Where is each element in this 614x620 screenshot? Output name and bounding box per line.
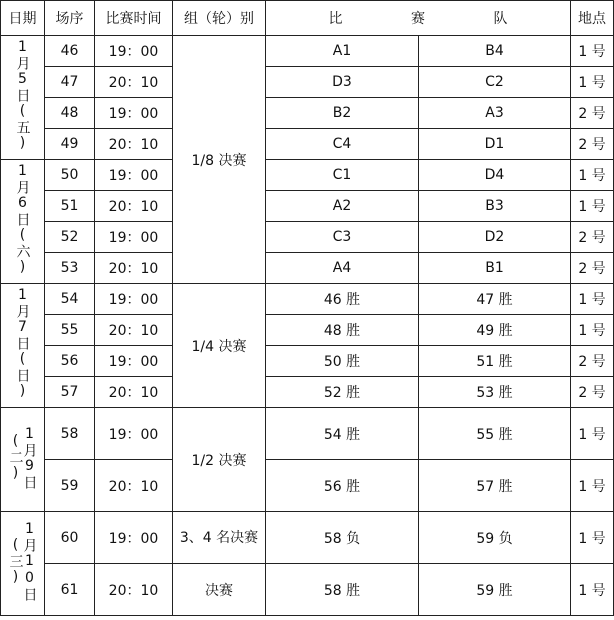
table-row xyxy=(1,512,614,564)
home-team-cell: 58 负 xyxy=(266,512,419,564)
seq-cell: 59 xyxy=(45,460,95,512)
venue-cell: 1 号 xyxy=(571,564,614,616)
venue-cell: 2 号 xyxy=(571,129,614,160)
group-cell: 决赛 xyxy=(173,564,266,616)
header-row xyxy=(1,1,614,36)
home-team-cell: C1 xyxy=(266,160,419,191)
home-team-cell: 56 胜 xyxy=(266,460,419,512)
table-row xyxy=(1,191,614,222)
seq-cell: 54 xyxy=(45,284,95,315)
header-match xyxy=(266,1,571,36)
group-cell xyxy=(173,512,266,564)
home-team-cell: C3 xyxy=(266,222,419,253)
table-row xyxy=(1,460,614,512)
away-team-cell: B4 xyxy=(419,36,571,67)
time-cell: 19：00 xyxy=(95,512,173,564)
table-row xyxy=(1,346,614,377)
away-team-cell: A3 xyxy=(419,98,571,129)
seq-cell: 56 xyxy=(45,346,95,377)
seq-cell: 60 xyxy=(45,512,95,564)
venue-cell: 2 号 xyxy=(571,377,614,408)
away-team-cell: 55 胜 xyxy=(419,408,571,460)
time-cell: 20：10 xyxy=(95,191,173,222)
time-cell: 20：10 xyxy=(95,67,173,98)
away-team-cell: 59 胜 xyxy=(419,564,571,616)
venue-cell: 1 号 xyxy=(571,512,614,564)
home-team-cell: 54 胜 xyxy=(266,408,419,460)
venue-cell: 1 号 xyxy=(571,460,614,512)
date-cell: 1月5日(五) xyxy=(1,36,45,160)
header-date: 日期 xyxy=(1,1,45,36)
venue-cell: 1 号 xyxy=(571,36,614,67)
seq-cell: 55 xyxy=(45,315,95,346)
header-match-char: 比 xyxy=(328,11,343,27)
time-cell: 19：00 xyxy=(95,98,173,129)
away-team-cell: B1 xyxy=(419,253,571,284)
group-cell: 1/2 决赛 xyxy=(173,408,266,512)
seq-cell: 58 xyxy=(45,408,95,460)
table-row xyxy=(1,564,614,616)
time-cell: 19：00 xyxy=(95,284,173,315)
seq-cell: 52 xyxy=(45,222,95,253)
date-cell: 1月10日(三) xyxy=(1,512,45,616)
away-team-cell: D1 xyxy=(419,129,571,160)
date-cell: 1月7日(日) xyxy=(1,284,45,408)
away-team-cell: C2 xyxy=(419,67,571,98)
venue-cell: 2 号 xyxy=(571,346,614,377)
table-row xyxy=(1,284,614,315)
time-cell: 20：10 xyxy=(95,564,173,616)
venue-cell: 1 号 xyxy=(571,67,614,98)
time-cell: 19：00 xyxy=(95,346,173,377)
home-team-cell: 48 胜 xyxy=(266,315,419,346)
away-team-cell: D4 xyxy=(419,160,571,191)
home-team-cell: B2 xyxy=(266,98,419,129)
time-cell: 19：00 xyxy=(95,408,173,460)
time-cell: 20：10 xyxy=(95,315,173,346)
table-row xyxy=(1,129,614,160)
away-team-cell: 57 胜 xyxy=(419,460,571,512)
header-match-char: 队 xyxy=(493,11,508,27)
seq-cell: 49 xyxy=(45,129,95,160)
group-label: 3、4 名决赛 xyxy=(179,529,259,546)
table-row xyxy=(1,222,614,253)
seq-cell: 47 xyxy=(45,67,95,98)
table-row xyxy=(1,377,614,408)
home-team-cell: A2 xyxy=(266,191,419,222)
table-row xyxy=(1,160,614,191)
venue-cell: 1 号 xyxy=(571,191,614,222)
home-team-cell: A1 xyxy=(266,36,419,67)
seq-cell: 53 xyxy=(45,253,95,284)
away-team-cell: B3 xyxy=(419,191,571,222)
home-team-cell: 46 胜 xyxy=(266,284,419,315)
seq-cell: 46 xyxy=(45,36,95,67)
date-cell: 1月6日(六) xyxy=(1,160,45,284)
time-cell: 19：00 xyxy=(95,160,173,191)
date-cell: 1月9日(二) xyxy=(1,408,45,512)
header-seq: 场序 xyxy=(45,1,95,36)
venue-cell: 1 号 xyxy=(571,160,614,191)
away-team-cell: 51 胜 xyxy=(419,346,571,377)
header-venue: 地点 xyxy=(571,1,614,36)
venue-cell: 2 号 xyxy=(571,222,614,253)
table-row xyxy=(1,67,614,98)
header-match-char: 赛 xyxy=(411,11,425,27)
venue-cell: 2 号 xyxy=(571,253,614,284)
time-cell: 20：10 xyxy=(95,377,173,408)
header-time: 比赛时间 xyxy=(95,1,173,36)
table-row xyxy=(1,36,614,67)
time-cell: 20：10 xyxy=(95,460,173,512)
home-team-cell: 58 胜 xyxy=(266,564,419,616)
away-team-cell: 49 胜 xyxy=(419,315,571,346)
seq-cell: 57 xyxy=(45,377,95,408)
seq-cell: 50 xyxy=(45,160,95,191)
table-row xyxy=(1,315,614,346)
time-cell: 20：10 xyxy=(95,129,173,160)
away-team-cell: 53 胜 xyxy=(419,377,571,408)
seq-cell: 48 xyxy=(45,98,95,129)
venue-cell: 1 号 xyxy=(571,408,614,460)
home-team-cell: D3 xyxy=(266,67,419,98)
group-cell: 1/8 决赛 xyxy=(173,36,266,284)
home-team-cell: A4 xyxy=(266,253,419,284)
home-team-cell: C4 xyxy=(266,129,419,160)
time-cell: 19：00 xyxy=(95,36,173,67)
table-row xyxy=(1,253,614,284)
header-group: 组（轮）别 xyxy=(173,1,266,36)
away-team-cell: D2 xyxy=(419,222,571,253)
seq-cell: 51 xyxy=(45,191,95,222)
home-team-cell: 52 胜 xyxy=(266,377,419,408)
away-team-cell: 59 负 xyxy=(419,512,571,564)
seq-cell: 61 xyxy=(45,564,95,616)
time-cell: 20：10 xyxy=(95,253,173,284)
table-row xyxy=(1,408,614,460)
home-team-cell: 50 胜 xyxy=(266,346,419,377)
time-cell: 19：00 xyxy=(95,222,173,253)
table-row xyxy=(1,98,614,129)
away-team-cell: 47 胜 xyxy=(419,284,571,315)
venue-cell: 2 号 xyxy=(571,98,614,129)
venue-cell: 1 号 xyxy=(571,315,614,346)
venue-cell: 1 号 xyxy=(571,284,614,315)
group-cell: 1/4 决赛 xyxy=(173,284,266,408)
